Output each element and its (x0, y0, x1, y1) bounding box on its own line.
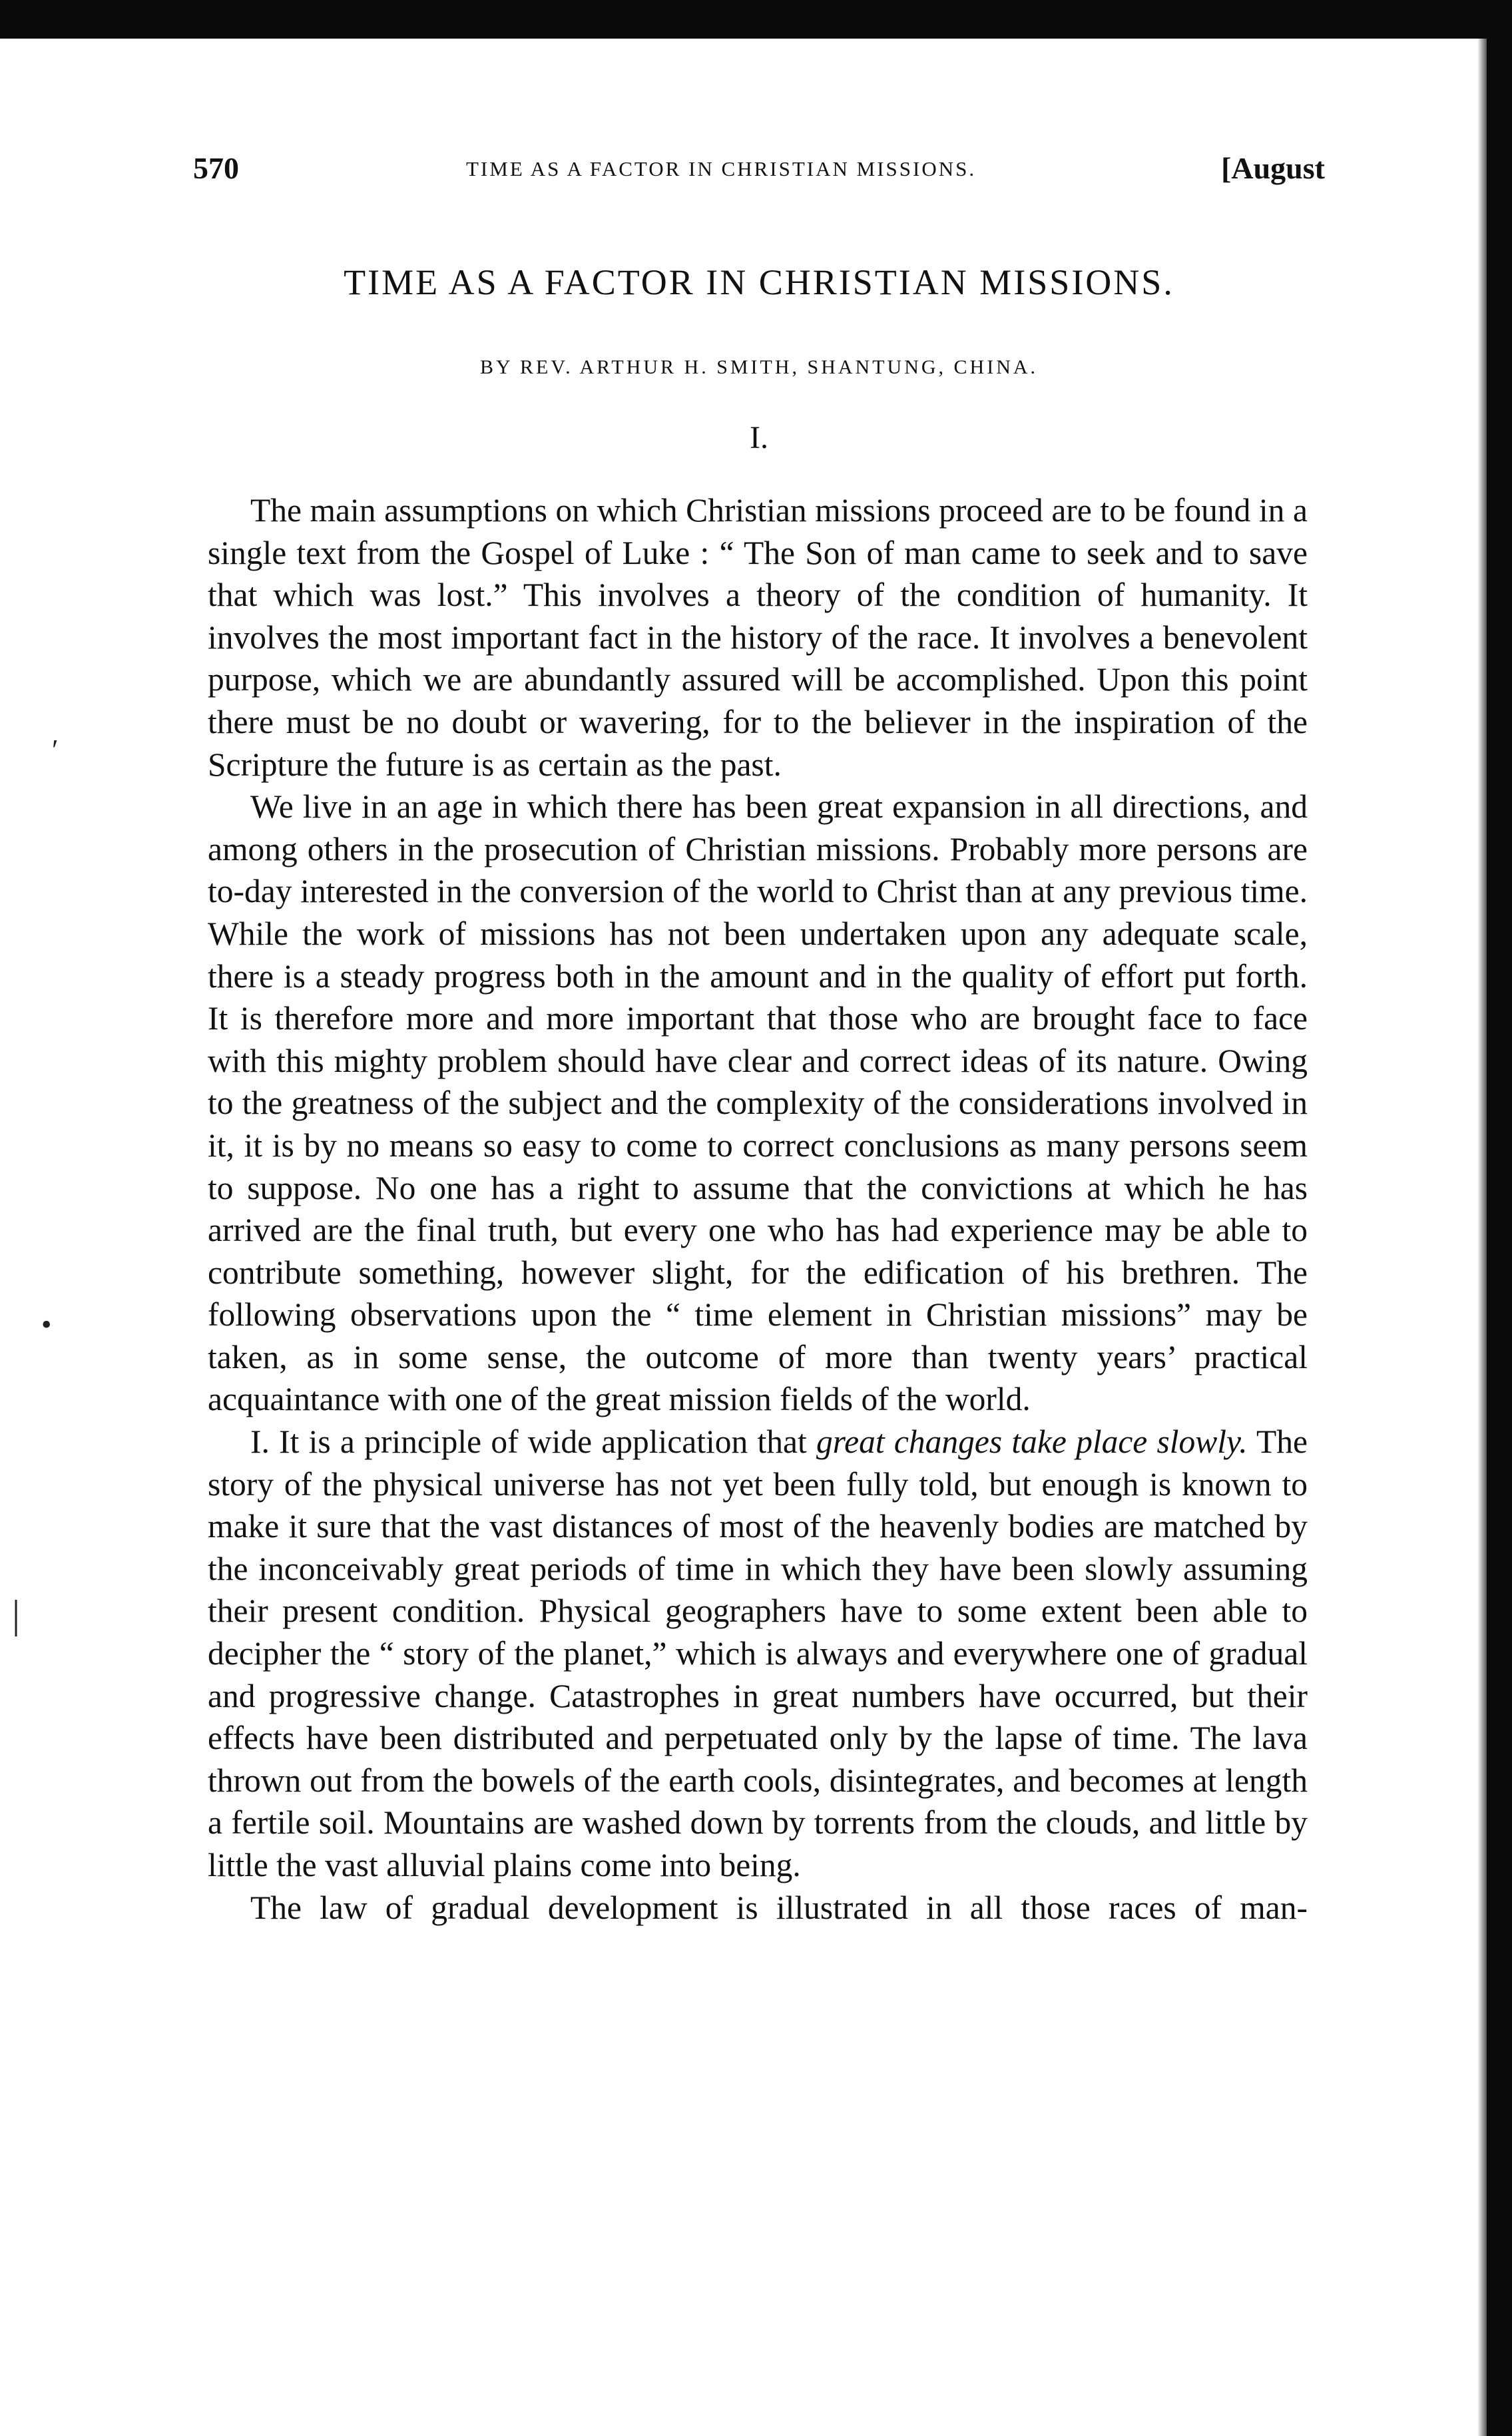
author-byline: BY REV. ARTHUR H. SMITH, SHANTUNG, CHINA. (479, 356, 1039, 378)
margin-dot-mark: • (41, 1308, 52, 1341)
scan-right-border (1487, 0, 1512, 2436)
principle-rest: The story of the physical universe has not yet been fully told, but enough is known to make it sure that the vast distances of most of the heavenly bodies are matched by the inconceivably great periods of time in which they have been slowly assuming their present condition. Physical geographers have to some extent been able to decipher the “ story of the planet,” which is always and everywhere one of gradual and progressive change. Catastrophes in great numbers have occurred, but their effects have been distributed and perpetuated only by the lapse of time. The lava thrown out from the bowels of the earth cools, disintegrates, and becomes at length a fertile soil. Mountains are washed down by torrents from the clouds, and little by little the vast alluvial plains come into being. (208, 1423, 1308, 1883)
margin-speck-mark: ′ (52, 734, 59, 766)
paragraph-age-of-expansion: We live in an age in which there has been great expansion in all directions, and among others in the prosecution of Christian missions. Probably more persons are to-day interested in the conversion of the world to Christ than at any previous time. While the work of missions has not been undertaken upon any adequate scale, there is a steady progress both in the amount and in the quality of effort put forth. It is therefore more and more important that those who are brought face to face with this mighty problem should have clear and correct ideas of its nature. Owing to the greatness of the subject and the complexity of the considerations involved in it, it is by no means so easy to come to correct conclusions as many persons seem to suppose. No one has a right to assume that the convictions at which he has arrived are the final truth, but every one who has had experience may be able to contribute something, however slight, for the edification of his brethren. The following observations upon the “ time element in Christian missions” may be taken, as in some sense, the outcome of more than twenty years’ practical acquaintance with one of the great mission fields of the world. (208, 788, 1308, 1418)
article-body (208, 489, 1308, 1929)
section-number: I. (750, 420, 768, 455)
principle-lead: It is a principle of wide application that (279, 1423, 807, 1461)
page-number: 570 (193, 151, 239, 185)
margin-line-mark: | (12, 1592, 21, 1636)
running-title: TIME AS A FACTOR IN CHRISTIAN MISSIONS. (466, 157, 977, 180)
scan-top-border (0, 0, 1512, 39)
paragraph-assumptions: The main assumptions on which Christian missions proceed are to be found in a single text from the Gospel of Luke : “ The Son of man came to seek and to save that which was lost.” This involves a theory of the condition of humanity. It involves the most important fact in the history of the race. It involves a benevolent purpose, which we are abundantly assured will be accomplished. Upon this point there must be no doubt or wavering, for to the believer in the inspiration of the Scripture the future is as certain as the past. (208, 492, 1308, 783)
paragraph-gradual-development: The law of gradual development is illustrated in all those races of man- (250, 1889, 1308, 1926)
principle-emphasis: great changes take place slowly. (816, 1423, 1248, 1461)
article-title: TIME AS A FACTOR IN CHRISTIAN MISSIONS. (344, 262, 1174, 302)
scan-right-shadow (1477, 39, 1487, 2436)
principle-number: I. (250, 1423, 270, 1461)
running-head (193, 150, 1325, 190)
paragraph-principle-one (208, 1421, 1308, 1887)
issue-month: [August (1221, 151, 1325, 185)
